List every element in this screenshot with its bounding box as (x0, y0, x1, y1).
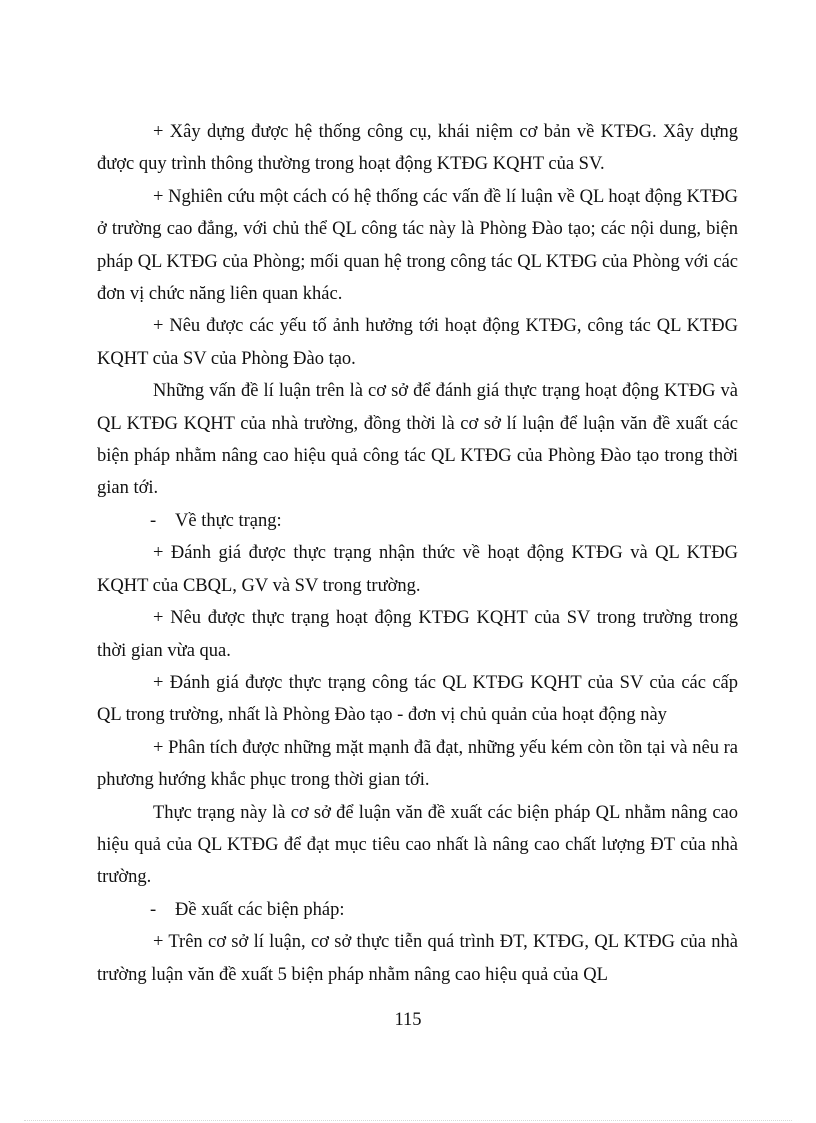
bullet-proposed-measures (150, 894, 738, 926)
paragraph-8: + Đánh giá được thực trạng công tác QL KTĐG KQHT của SV của các cấp QL trong trường, nhất là Phòng Đào tạo - đơn vị chủ quản của hoạt động này (97, 672, 738, 726)
paragraph-2: + Nghiên cứu một cách có hệ thống các vấn đề lí luận về QL hoạt động KTĐG ở trường cao đẳng, với chủ thể QL công tác này là Phòng Đào tạo; các nội dung, biện pháp QL KTĐG của Phòng; mối quan hệ trong công tác QL KTĐG của Phòng với các đơn vị chức năng liên quan khác. (97, 186, 738, 305)
page-number: 115 (394, 1010, 422, 1030)
bullet-label: Về thực trạng: (175, 510, 282, 531)
bullet-label: Đề xuất các biện pháp: (175, 899, 345, 920)
paragraph-1: + Xây dựng được hệ thống công cụ, khái niệm cơ bản về KTĐG. Xây dựng được quy trình thông thường trong hoạt động KTĐG KQHT của SV. (97, 122, 738, 175)
paragraph-9: + Phân tích được những mặt mạnh đã đạt, những yếu kém còn tồn tại và nêu ra phương hướng khắc phục trong thời gian tới. (97, 737, 738, 791)
bullet-current-state (150, 505, 738, 537)
body-text (97, 116, 738, 991)
bullet-dash: - (150, 899, 157, 920)
paragraph-7: + Nêu được thực trạng hoạt động KTĐG KQHT của SV trong trường trong thời gian vừa qua. (97, 608, 738, 661)
paragraph-10: Thực trạng này là cơ sở để luận văn đề xuất các biện pháp QL nhằm nâng cao hiệu quả của QL KTĐG để đạt mục tiêu cao nhất là nâng cao chất lượng ĐT của nhà trường. (97, 802, 738, 888)
bullet-dash: - (150, 510, 157, 531)
paragraph-3: + Nêu được các yếu tố ảnh hưởng tới hoạt động KTĐG, công tác QL KTĐG KQHT của SV của Phòng Đào tạo. (97, 316, 738, 369)
page-bottom-divider (24, 1120, 792, 1121)
paragraph-6: + Đánh giá được thực trạng nhận thức về hoạt động KTĐG và QL KTĐG KQHT của CBQL, GV và SV trong trường. (97, 543, 738, 596)
paragraph-4: Những vấn đề lí luận trên là cơ sở để đánh giá thực trạng hoạt động KTĐG và QL KTĐG KQHT của nhà trường, đồng thời là cơ sở lí luận để luận văn đề xuất các biện pháp nhằm nâng cao hiệu quả công tác QL KTĐG của Phòng Đào tạo trong thời gian tới. (97, 381, 738, 499)
paragraph-12: + Trên cơ sở lí luận, cơ sở thực tiễn quá trình ĐT, KTĐG, QL KTĐG của nhà trường luận văn đề xuất 5 biện pháp nhằm nâng cao hiệu quả của QL (97, 932, 738, 985)
